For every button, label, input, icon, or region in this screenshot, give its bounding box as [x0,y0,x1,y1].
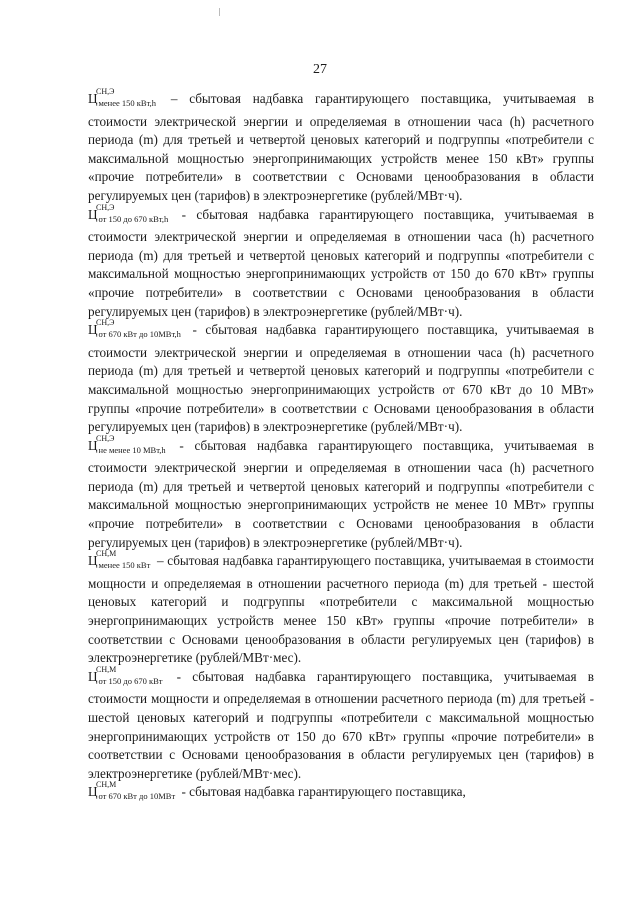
page-number: 27 [313,62,327,77]
formula-symbol: Ц СН,М от 150 до 670 кВт [88,664,163,686]
definition-paragraph [88,433,594,553]
definition-paragraph [88,664,594,784]
definition-text: - сбытовая надбавка гарантирующего поставщика, учитываемая в стоимости электрической энергии и определяемая в отношении часа (h) расчетного периода (m) для третьей и четвертой ценовых категорий и подгруппы «потребители с максимальной мощностью энергопринимающих устройств от 670 кВт до 10 МВт» группы «прочие потребители» в соответствии с Основами ценообразования в области регулируемых цен (тарифов) в электроэнергетике (рублей/МВт·ч). [88,322,594,435]
definition-paragraph [88,780,594,806]
scan-mark [219,8,220,16]
definition-text: – сбытовая надбавка гарантирующего поставщика, учитываемая в стоимости мощности и определяемая в отношении расчетного периода (m) для третьей - шестой ценовых категорий и подгруппы «потребители с максимальной мощностью энергопринимающих устройств менее 150 кВт» группы «прочие потребители» в соответствии с Основами ценообразования в области регулируемых цен (тарифов) в электроэнергетике (рублей/МВт·мес). [88,553,594,666]
definition-text: - сбытовая надбавка гарантирующего поставщика, учитываемая в стоимости электрической энергии и определяемая в отношении часа (h) расчетного периода (m) для третьей и четвертой ценовых категорий и подгруппы «потребители с максимальной мощностью энергопринимающих устройств не менее 10 МВт» группы «прочие потребители» в соответствии с Основами ценообразования в области регулируемых цен (тарифов) в электроэнергетике (рублей/МВт·ч). [88,437,594,550]
formula-symbol: Ц СН,М от 670 кВт до 10МВт [88,780,176,802]
definition-text: – сбытовая надбавка гарантирующего поставщика, учитываемая в стоимости электрической энергии и определяемая в отношении часа (h) расчетного периода (m) для третьей и четвертой ценовых категорий и подгруппы «потребители с максимальной мощностью энергопринимающих устройств менее 150 кВт» группы «прочие потребители» в соответствии с Основами ценообразования в области регулируемых цен (тарифов) в электроэнергетике (рублей/МВт·ч). [88,91,594,203]
definition-text: - сбытовая надбавка гарантирующего поставщика, учитываемая в стоимости электрической энергии и определяемая в отношении часа (h) расчетного периода (m) для третьей и четвертой ценовых категорий и подгруппы «потребители с максимальной мощностью энергопринимающих устройств от 150 до 670 кВт» группы «прочие потребители» в соответствии с Основами ценообразования в области регулируемых цен (тарифов) в электроэнергетике (рублей/МВт·ч). [88,206,594,319]
formula-symbol: Ц СН,Э менее 150 кВт,h [88,87,157,108]
definition-paragraph [88,87,594,206]
formula-symbol: Ц СН,Э не менее 10 МВт,h [88,433,166,455]
definition-paragraph [88,549,594,668]
definition-paragraph [88,202,594,322]
definition-paragraph [88,318,594,437]
formula-symbol: Ц СН,М менее 150 кВт [88,549,151,571]
formula-symbol: Ц СН,Э от 670 кВт до 10МВт,h [88,318,181,340]
document-body [88,87,594,806]
formula-symbol: Ц СН,Э от 150 до 670 кВт,h [88,202,169,224]
definition-text: - сбытовая надбавка гарантирующего поставщика, учитываемая в стоимости мощности и определяемая в отношении расчетного периода (m) для третьей - шестой ценовых категорий и подгруппы «потребители с максимальной мощностью энергопринимающих устройств от 150 до 670 кВт» группы «прочие потребители» в соответствии с Основами ценообразования в области регулируемых цен (тарифов) в электроэнергетике (рублей/МВт·мес). [88,668,594,781]
definition-text: - сбытовая надбавка гарантирующего поставщика, [178,784,466,800]
